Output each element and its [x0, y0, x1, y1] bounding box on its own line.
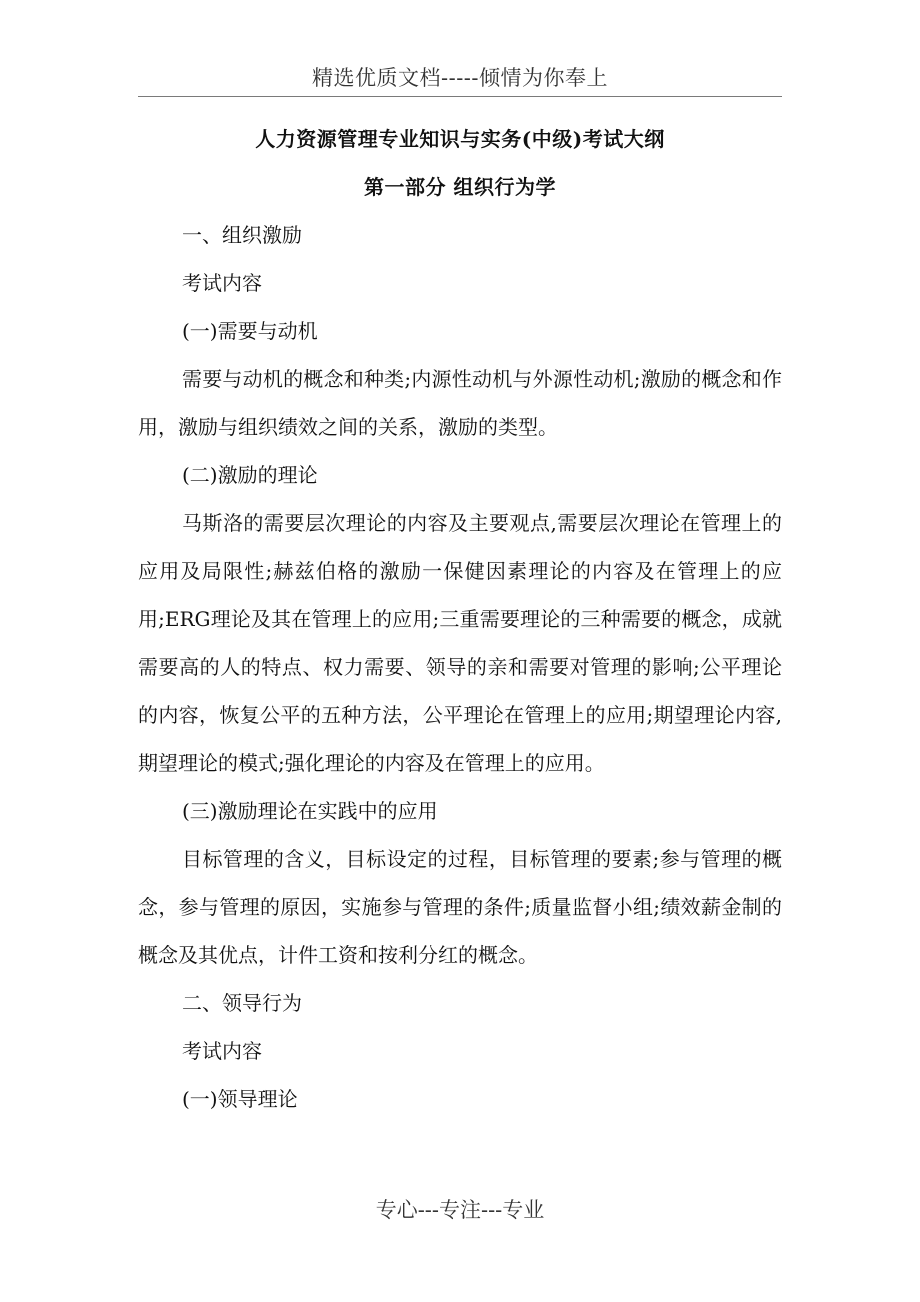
- document-body: [138, 115, 782, 1123]
- page-header: 精选优质文档-----倾情为你奉上: [312, 66, 608, 90]
- subsection-heading-2-1: (一)领导理论: [182, 1087, 298, 1111]
- subsection-heading-1-1: (一)需要与动机: [182, 319, 318, 343]
- exam-content-label-2: 考试内容: [182, 1039, 262, 1063]
- section-heading-2: 二、领导行为: [182, 991, 302, 1015]
- section-heading-1: 一、组织激励: [182, 223, 302, 247]
- exam-content-label-1: 考试内容: [182, 271, 262, 295]
- page-footer: 专心---专注---专业: [375, 1198, 545, 1222]
- header-divider: [138, 96, 782, 97]
- subsection-heading-1-3: (三)激励理论在实践中的应用: [182, 799, 438, 823]
- subsection-heading-1-2: (二)激励的理论: [182, 463, 318, 487]
- paragraph-1-2: 马斯洛的需要层次理论的内容及主要观点,需要层次理论在管理上的应用及局限性;赫兹伯格的激励一保健因素理论的内容及在管理上的应用;ERG理论及其在管理上的应用;三重需要理论的三种需要的概念，成就需要高的人的特点、权力需要、领导的亲和需要对管理的影响;公平理论的内容，恢复公平的五种方法，公平理论在管理上的应用;期望理论内容,期望理论的模式;强化理论的内容及在管理上的应用。: [138, 511, 782, 775]
- paragraph-1-1: 需要与动机的概念和种类;内源性动机与外源性动机;激励的概念和作用，激励与组织绩效之间的关系，激励的类型。: [138, 367, 782, 439]
- document-title: 人力资源管理专业知识与实务(中级)考试大纲: [255, 127, 665, 151]
- part-title: 第一部分 组织行为学: [364, 175, 556, 199]
- paragraph-1-3: 目标管理的含义，目标设定的过程，目标管理的要素;参与管理的概念，参与管理的原因，实施参与管理的条件;质量监督小组;绩效薪金制的概念及其优点，计件工资和按利分红的概念。: [138, 847, 782, 967]
